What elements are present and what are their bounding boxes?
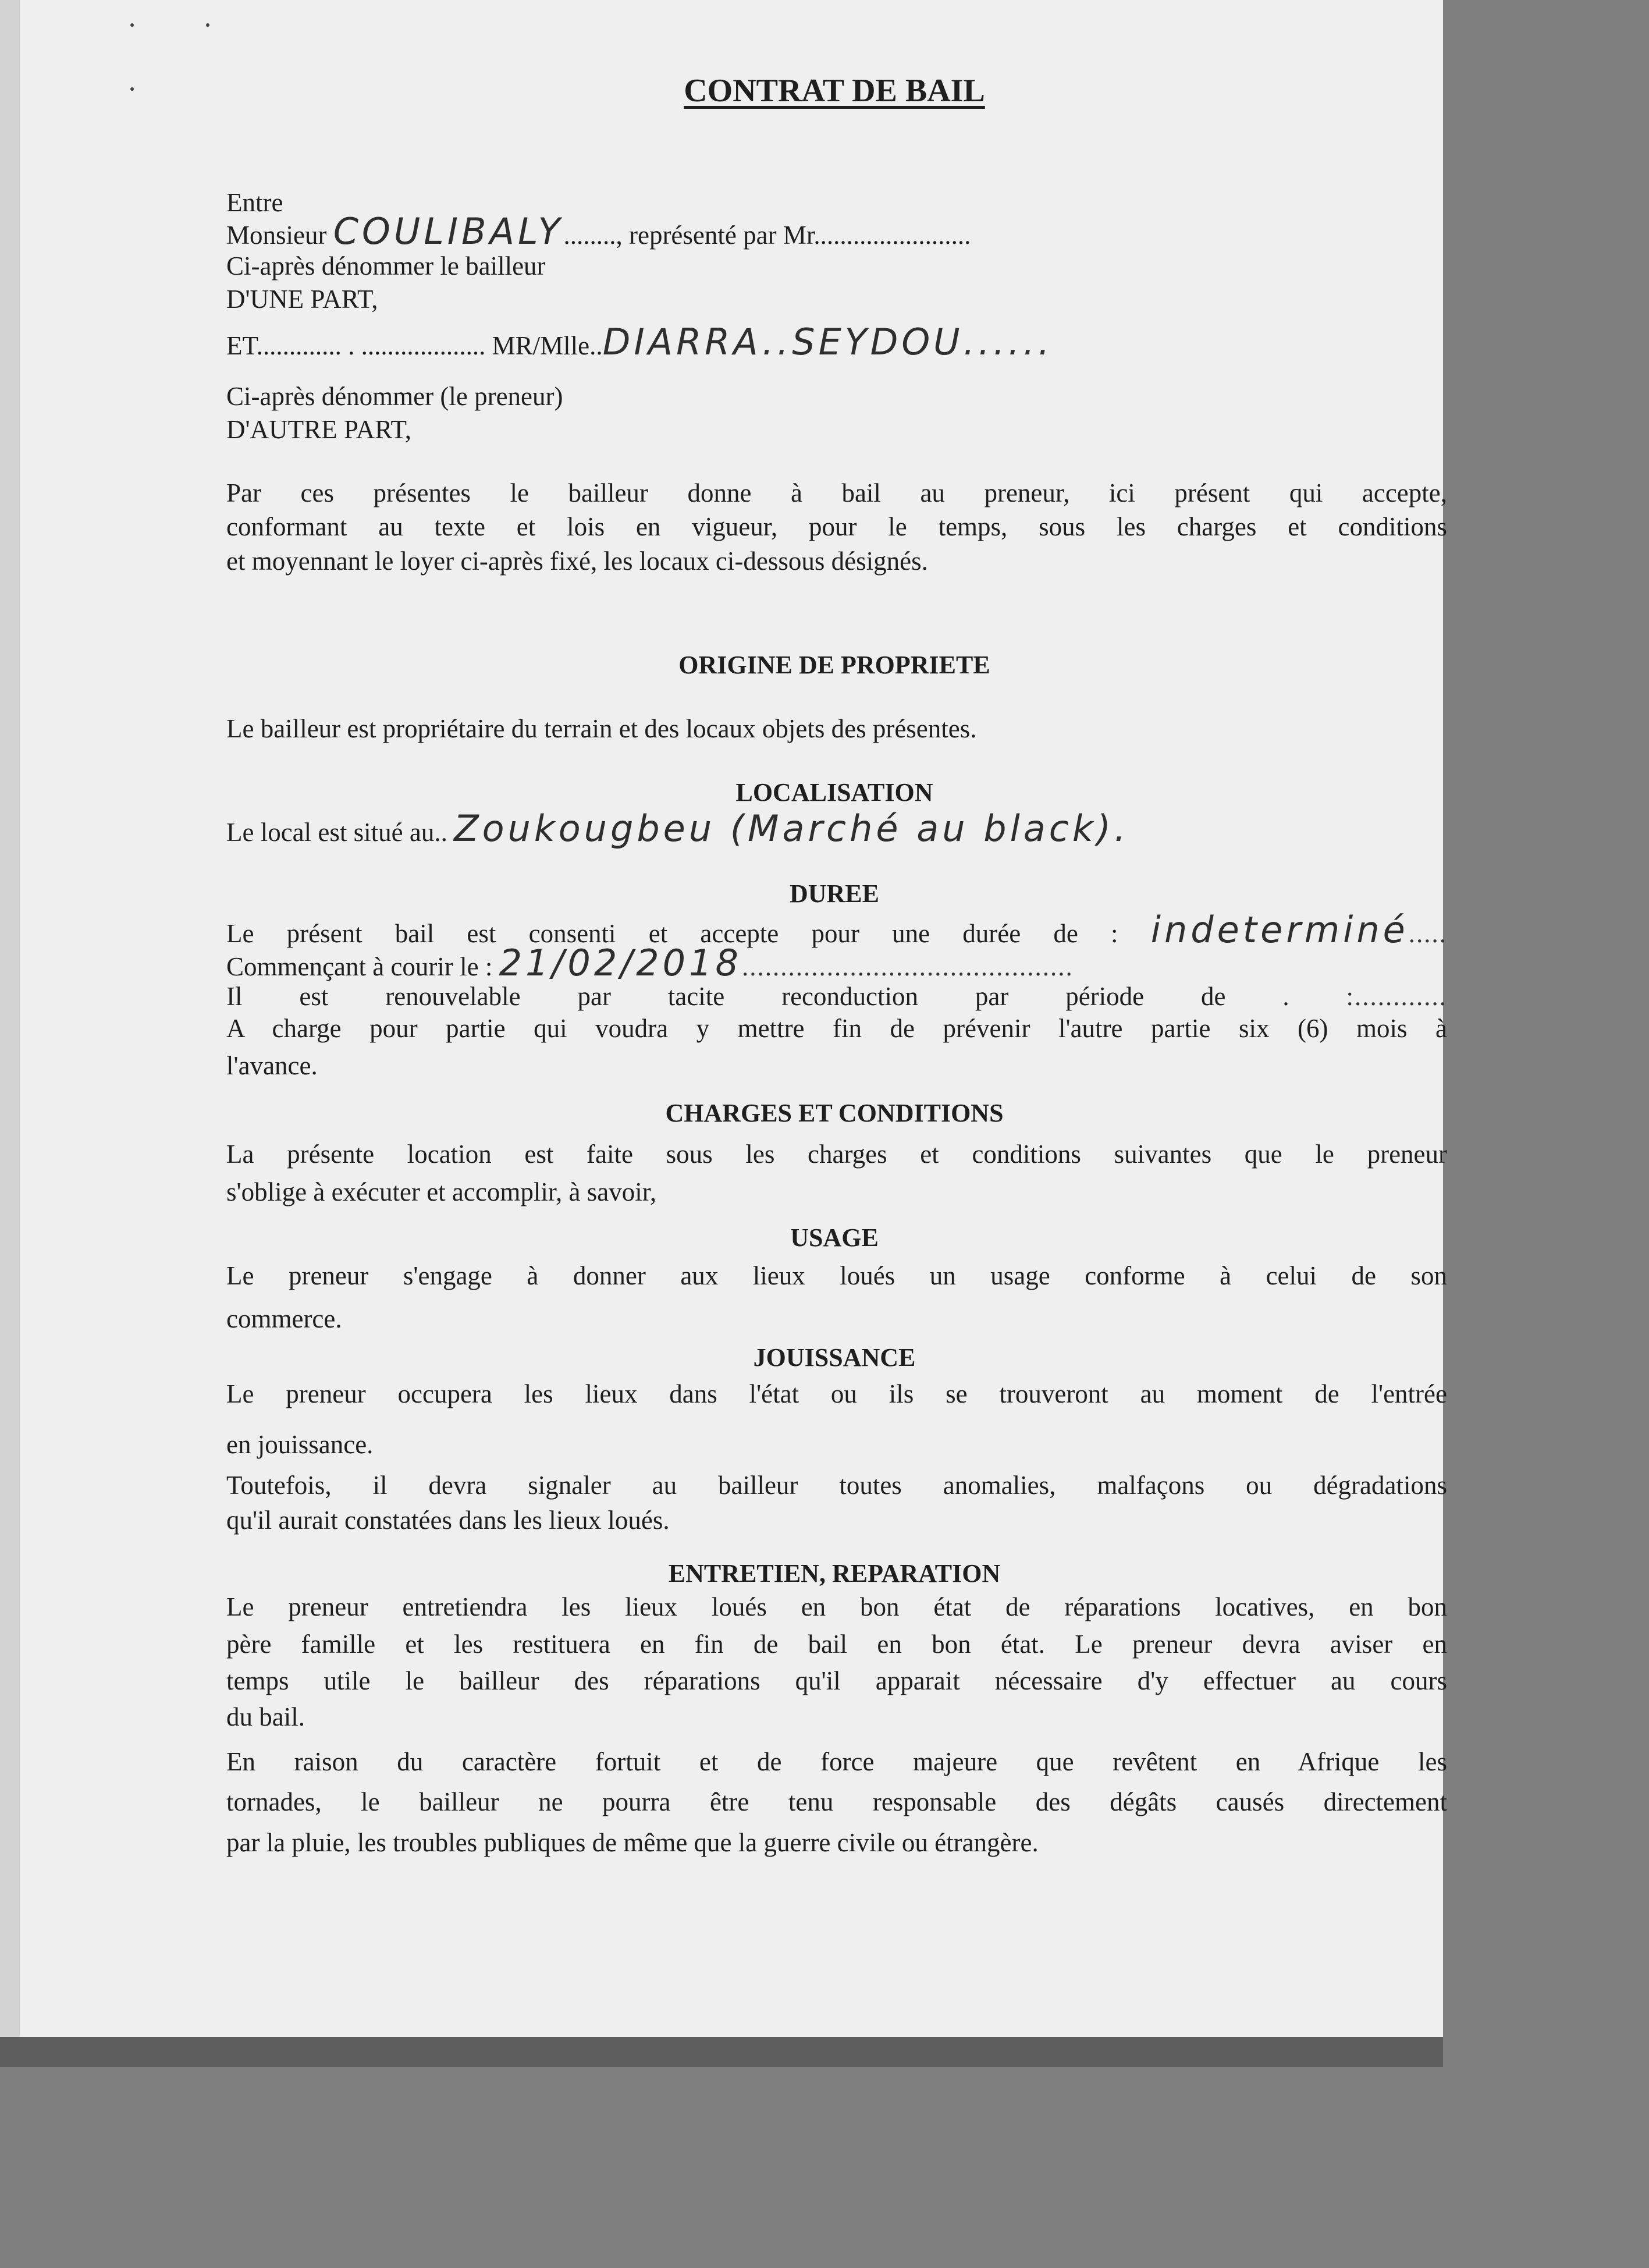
debut-line — [226, 942, 1074, 984]
heading-charges: CHARGES ET CONDITIONS — [665, 1099, 1004, 1127]
preneur-name-handwritten[interactable]: DIARRA..SEYDOU...... — [602, 321, 1053, 363]
heading-usage: USAGE — [790, 1223, 879, 1252]
entretien-line: Le preneur entretiendra les lieux loués en bon état de réparations locatives, en bon — [226, 1592, 1447, 1621]
entretien-line: père famille et les restituera en fin de bail en bon état. Le preneur devra aviser en — [226, 1630, 1447, 1659]
preneur-line — [226, 321, 1053, 363]
heading-duree: DUREE — [789, 879, 880, 908]
scan-speck — [206, 23, 209, 27]
entretien-line: temps utile le bailleur des réparations qu'il apparait nécessaire d'y effectuer au cours — [226, 1666, 1447, 1695]
localisation-line — [226, 807, 1129, 850]
bailleur-name-handwritten[interactable]: COULIBALY — [333, 210, 564, 253]
ci-apres-preneur: Ci-après dénommer (le preneur) — [226, 382, 563, 411]
charges-line: La présente location est faite sous les charges et conditions suivantes que le preneur — [226, 1140, 1447, 1169]
jouissance-line: Le preneur occupera les lieux dans l'état ou ils se trouveront au moment de l'entrée — [226, 1379, 1447, 1408]
heading-origine: ORIGINE DE PROPRIETE — [678, 651, 990, 679]
usage-line: Le preneur s'engage à donner aux lieux loués un usage conforme à celui de son — [226, 1261, 1447, 1290]
document-title: CONTRAT DE BAIL — [684, 73, 985, 109]
duree-handwritten[interactable]: indeterminé — [1150, 908, 1409, 951]
renouvelable-label: Il est renouvelable par tacite reconduction par période de . — [226, 982, 1289, 1011]
duree-fill: ..... — [1408, 919, 1448, 948]
monsieur-label: Monsieur — [226, 221, 327, 250]
debut-label: Commençant à courir le : — [226, 952, 493, 981]
duree-label: Le présent bail est consenti et accepte pour une durée de : — [226, 919, 1118, 948]
et-label: ET............. . ................... MR/Mlle.. — [226, 331, 603, 360]
origine-text: Le bailleur est propriétaire du terrain et des locaux objets des présentes. — [226, 714, 977, 743]
localisation-handwritten[interactable]: Zoukougbeu (Marché au black). — [454, 807, 1129, 850]
localisation-label: Le local est situé au.. — [226, 818, 447, 847]
scanner-edge — [0, 2037, 1443, 2067]
autre-part: D'AUTRE PART, — [226, 415, 411, 444]
usage-line: commerce. — [226, 1304, 342, 1333]
intro-line: et moyennant le loyer ci-après fixé, les locaux ci-dessous désignés. — [226, 546, 928, 576]
heading-localisation: LOCALISATION — [735, 778, 933, 807]
entretien-line: par la pluie, les troubles publiques de même que la guerre civile ou étrangère. — [226, 1828, 1039, 1857]
charges-line: s'oblige à exécuter et accomplir, à savoir, — [226, 1177, 657, 1206]
une-part: D'UNE PART, — [226, 285, 378, 314]
bailleur-line — [226, 210, 971, 253]
represente-label: ........, représenté par Mr........................ — [563, 221, 971, 250]
preavis-line: A charge pour partie qui voudra y mettre fin de prévenir l'autre partie six (6) mois à — [226, 1014, 1447, 1043]
entre-label: Entre — [226, 188, 283, 217]
debut-date-handwritten[interactable]: 21/02/2018 — [499, 942, 742, 984]
duree-line — [226, 908, 1448, 951]
jouissance-line: Toutefois, il devra signaler au bailleur toutes anomalies, malfaçons ou dégradations — [226, 1471, 1447, 1500]
heading-entretien: ENTRETIEN, REPARATION — [668, 1559, 1001, 1588]
heading-jouissance: JOUISSANCE — [753, 1343, 916, 1372]
jouissance-line: en jouissance. — [226, 1430, 374, 1459]
preavis-line: l'avance. — [226, 1051, 318, 1080]
entretien-line: En raison du caractère fortuit et de force majeure que revêtent en Afrique les — [226, 1747, 1447, 1776]
intro-line: Par ces présentes le bailleur donne à bail au preneur, ici présent qui accepte, — [226, 478, 1447, 507]
entretien-line: du bail. — [226, 1702, 305, 1731]
renouvelable-fill: :............ — [1346, 982, 1447, 1011]
jouissance-line: qu'il aurait constatées dans les lieux loués. — [226, 1506, 670, 1535]
renouvelable-line — [226, 980, 1447, 1013]
entretien-line: tornades, le bailleur ne pourra être tenu responsable des dégâts causés directement — [226, 1787, 1447, 1816]
scan-speck — [130, 23, 134, 27]
ci-apres-bailleur: Ci-après dénommer le bailleur — [226, 251, 546, 281]
intro-line: conformant au texte et lois en vigueur, pour le temps, sous les charges et conditions — [226, 512, 1447, 541]
debut-fill: ........................................... — [741, 952, 1074, 981]
